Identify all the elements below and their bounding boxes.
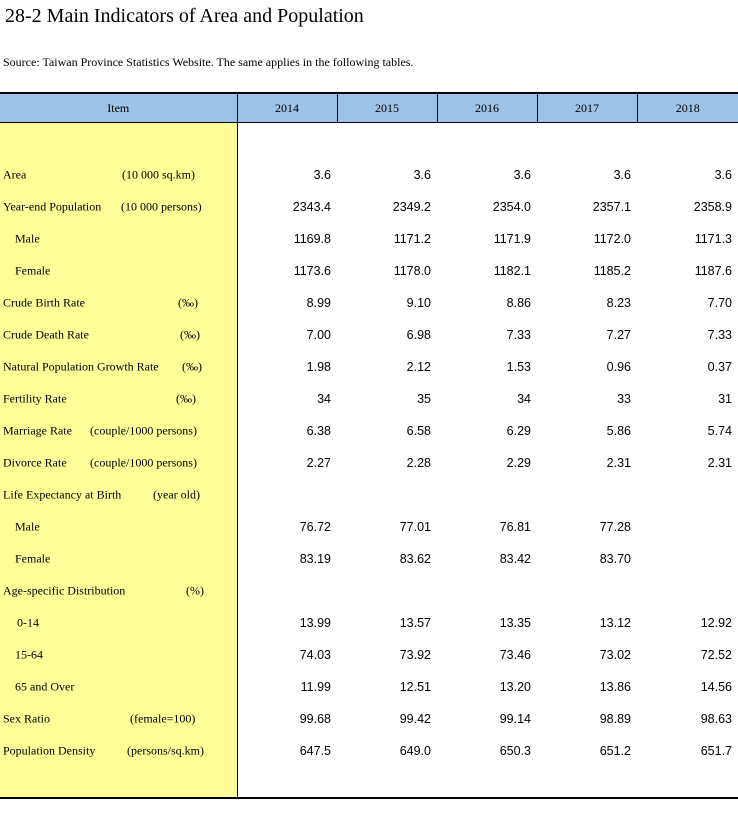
value-cell: 99.42 xyxy=(399,712,431,726)
value-cell: 76.81 xyxy=(499,520,531,534)
table-row xyxy=(0,223,738,255)
item-cell xyxy=(0,383,237,415)
spacer-row xyxy=(0,767,738,798)
value-cell: 1.53 xyxy=(506,360,531,374)
value-cell: 11.99 xyxy=(300,680,331,694)
value-cell: 73.02 xyxy=(599,648,631,662)
value-cell: 34 xyxy=(517,392,531,406)
value-cell: 3.6 xyxy=(613,168,631,182)
value-cell: 2.29 xyxy=(506,456,531,470)
value-cell: 12.92 xyxy=(700,616,732,630)
value-cell: 72.52 xyxy=(700,648,732,662)
value-cell: 9.10 xyxy=(406,296,431,310)
value-cell: 1171.2 xyxy=(393,232,431,246)
row-unit: (10 000 persons) xyxy=(121,199,202,214)
value-cell: 3.6 xyxy=(413,168,431,182)
value-cell: 77.01 xyxy=(399,520,431,534)
header-row xyxy=(0,93,738,123)
row-label: Crude Birth Rate xyxy=(3,295,85,310)
table-row xyxy=(0,287,738,319)
value-cell: 0.37 xyxy=(707,360,732,374)
header-year: 2017 xyxy=(537,93,637,123)
value-cell xyxy=(637,543,738,575)
value-cell: 2.31 xyxy=(606,456,631,470)
value-cell: 5.74 xyxy=(707,424,732,438)
table-row xyxy=(0,159,738,191)
value-cell: 2.31 xyxy=(707,456,732,470)
row-unit: (‰) xyxy=(180,327,200,342)
value-cell: 3.6 xyxy=(513,168,531,182)
row-label: Area xyxy=(3,167,27,182)
item-cell xyxy=(0,223,237,255)
value-cell: 2357.1 xyxy=(592,200,631,214)
value-cell: 98.63 xyxy=(700,712,732,726)
item-cell xyxy=(0,735,237,767)
value-cell: 650.3 xyxy=(499,744,531,758)
value-cell xyxy=(437,575,537,607)
item-cell xyxy=(0,159,237,191)
value-cell: 1187.6 xyxy=(694,264,732,278)
value-cell: 6.29 xyxy=(506,424,531,438)
value-cell: 14.56 xyxy=(700,680,732,694)
header-year: 2014 xyxy=(237,93,337,123)
item-cell xyxy=(0,287,237,319)
value-cell: 1182.1 xyxy=(493,264,531,278)
value-cell: 2358.9 xyxy=(693,200,732,214)
value-cell xyxy=(237,575,337,607)
value-cell: 7.27 xyxy=(606,328,631,342)
value-cell: 13.20 xyxy=(499,680,531,694)
value-cell: 1.98 xyxy=(306,360,331,374)
row-label: Crude Death Rate xyxy=(3,327,89,342)
table-row xyxy=(0,543,738,575)
row-label: Female xyxy=(15,263,51,278)
table-row xyxy=(0,671,738,703)
value-cell: 13.99 xyxy=(299,616,331,630)
value-cell: 98.89 xyxy=(599,712,631,726)
value-cell: 6.98 xyxy=(406,328,431,342)
value-cell xyxy=(637,511,738,543)
value-cell: 31 xyxy=(718,392,732,406)
value-cell: 1171.3 xyxy=(694,232,732,246)
value-cell: 1172.0 xyxy=(593,232,631,246)
item-cell xyxy=(0,123,237,160)
table-row xyxy=(0,511,738,543)
item-cell xyxy=(0,607,237,639)
row-label: Age-specific Distribution xyxy=(3,583,126,598)
row-label: Fertility Rate xyxy=(3,391,67,406)
value-cell: 12.51 xyxy=(399,680,431,694)
row-unit: (year old) xyxy=(153,487,200,502)
item-cell xyxy=(0,351,237,383)
row-unit: (%) xyxy=(186,583,204,598)
value-cell: 1171.9 xyxy=(493,232,531,246)
row-unit: (‰) xyxy=(178,295,198,310)
header-item: Item xyxy=(0,93,237,123)
value-cell: 3.6 xyxy=(714,168,732,182)
table-row xyxy=(0,575,738,607)
value-cell xyxy=(237,479,337,511)
row-label: Divorce Rate xyxy=(3,455,67,470)
value-cell: 1173.6 xyxy=(293,264,331,278)
value-cell xyxy=(337,575,437,607)
item-cell xyxy=(0,703,237,735)
value-cell: 7.00 xyxy=(306,328,331,342)
value-cell: 649.0 xyxy=(399,744,431,758)
value-cell: 2.27 xyxy=(306,456,331,470)
value-cell: 99.14 xyxy=(499,712,531,726)
item-cell xyxy=(0,511,237,543)
row-label: 65 and Over xyxy=(15,679,75,694)
value-cell: 13.57 xyxy=(399,616,431,630)
row-label: 0-14 xyxy=(17,615,39,630)
value-cell: 76.72 xyxy=(299,520,331,534)
source-note: Source: Taiwan Province Statistics Website. The same applies in the following tables. xyxy=(3,55,414,69)
value-cell: 0.96 xyxy=(606,360,631,374)
item-cell xyxy=(0,255,237,287)
item-cell xyxy=(0,575,237,607)
value-cell: 83.42 xyxy=(499,552,531,566)
row-label: Marriage Rate xyxy=(3,423,72,438)
value-cell: 7.33 xyxy=(506,328,531,342)
value-cell: 2.28 xyxy=(406,456,431,470)
item-cell xyxy=(0,767,237,798)
table-row xyxy=(0,447,738,479)
table-row xyxy=(0,479,738,511)
value-cell: 7.70 xyxy=(707,296,732,310)
row-unit: (couple/1000 persons) xyxy=(90,455,197,470)
row-label: Male xyxy=(15,519,40,534)
value-cell: 33 xyxy=(617,392,631,406)
page-title: 28-2 Main Indicators of Area and Population xyxy=(5,5,364,27)
row-label: Male xyxy=(15,231,40,246)
value-cell: 73.46 xyxy=(499,648,531,662)
row-unit: (10 000 sq.km) xyxy=(122,167,195,182)
item-cell xyxy=(0,191,237,223)
spacer-row xyxy=(0,123,738,160)
value-cell: 13.35 xyxy=(499,616,531,630)
value-cell xyxy=(537,575,637,607)
value-cell: 8.99 xyxy=(306,296,331,310)
table-row xyxy=(0,351,738,383)
value-cell xyxy=(637,575,738,607)
row-unit: (couple/1000 persons) xyxy=(90,423,197,438)
row-unit: (‰) xyxy=(182,359,202,374)
value-cell: 2.12 xyxy=(406,360,431,374)
value-cell xyxy=(537,479,637,511)
value-cell: 13.12 xyxy=(599,616,631,630)
value-cell: 5.86 xyxy=(606,424,631,438)
table-body xyxy=(0,123,738,799)
row-label: Sex Ratio xyxy=(3,711,50,726)
row-unit: (‰) xyxy=(176,391,196,406)
value-cell xyxy=(437,479,537,511)
row-label: Natural Population Growth Rate xyxy=(3,359,159,374)
table-row xyxy=(0,607,738,639)
row-unit: (persons/sq.km) xyxy=(127,743,204,758)
value-cell: 74.03 xyxy=(299,648,331,662)
value-cell: 34 xyxy=(317,392,331,406)
value-cell: 3.6 xyxy=(313,168,331,182)
item-cell xyxy=(0,671,237,703)
value-cell: 1169.8 xyxy=(293,232,331,246)
value-cell: 8.23 xyxy=(606,296,631,310)
value-cell xyxy=(337,479,437,511)
value-cell: 13.86 xyxy=(599,680,631,694)
row-label: 15-64 xyxy=(15,647,43,662)
table-row xyxy=(0,255,738,287)
value-cell: 8.86 xyxy=(506,296,531,310)
value-cell: 83.62 xyxy=(399,552,431,566)
value-cell xyxy=(637,479,738,511)
value-cell: 2349.2 xyxy=(392,200,431,214)
value-cell: 7.33 xyxy=(707,328,732,342)
value-cell: 35 xyxy=(417,392,431,406)
row-unit: (female=100) xyxy=(130,711,196,726)
header-year: 2015 xyxy=(337,93,437,123)
header-year: 2016 xyxy=(437,93,537,123)
item-cell xyxy=(0,639,237,671)
value-cell: 77.28 xyxy=(599,520,631,534)
table-row xyxy=(0,735,738,767)
value-cell: 651.7 xyxy=(700,744,732,758)
table-row xyxy=(0,383,738,415)
value-cell: 1178.0 xyxy=(393,264,431,278)
indicators-table xyxy=(0,92,738,799)
row-label: Population Density xyxy=(3,743,96,758)
row-label: Female xyxy=(15,551,51,566)
table-row xyxy=(0,319,738,351)
item-cell xyxy=(0,319,237,351)
item-cell xyxy=(0,479,237,511)
header-year: 2018 xyxy=(637,93,738,123)
row-label: Year-end Population xyxy=(3,199,102,214)
table-row xyxy=(0,703,738,735)
value-cell: 73.92 xyxy=(399,648,431,662)
table-row xyxy=(0,191,738,223)
value-cell: 2354.0 xyxy=(492,200,531,214)
value-cell: 647.5 xyxy=(299,744,331,758)
value-cell: 1185.2 xyxy=(593,264,631,278)
value-cell: 83.19 xyxy=(299,552,331,566)
value-cell: 99.68 xyxy=(299,712,331,726)
table-row xyxy=(0,415,738,447)
item-cell xyxy=(0,415,237,447)
value-cell: 6.58 xyxy=(406,424,431,438)
row-label: Life Expectancy at Birth xyxy=(3,487,122,502)
table-row xyxy=(0,639,738,671)
value-cell: 83.70 xyxy=(599,552,631,566)
item-cell xyxy=(0,543,237,575)
value-cell: 651.2 xyxy=(599,744,631,758)
value-cell: 2343.4 xyxy=(292,200,331,214)
value-cell: 6.38 xyxy=(306,424,331,438)
item-cell xyxy=(0,447,237,479)
